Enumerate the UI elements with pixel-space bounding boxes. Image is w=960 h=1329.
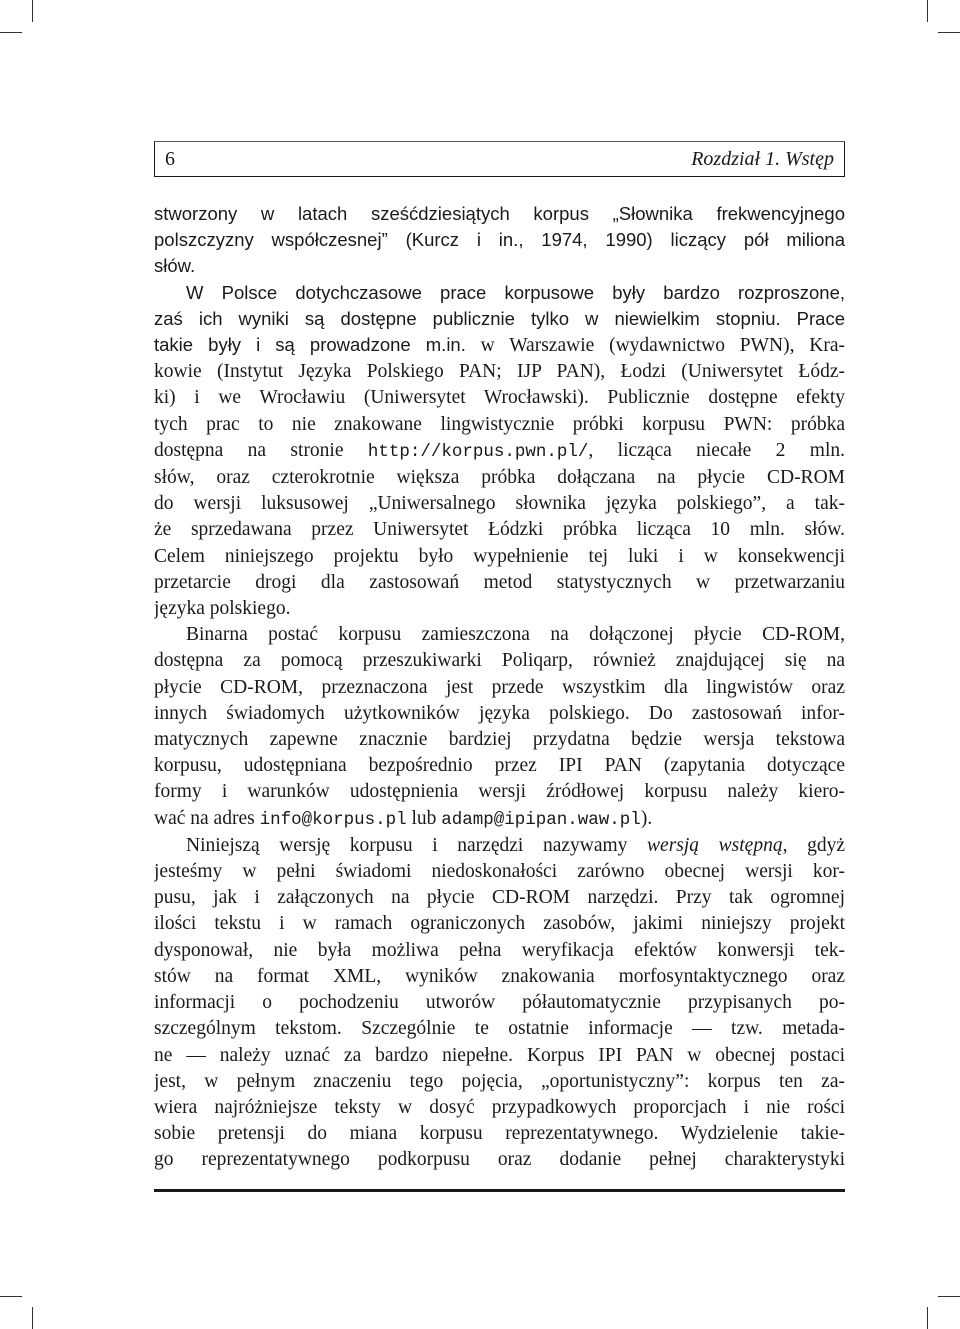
text-line: szczególnym tekstom. Szczególnie te ostatnie informacje — tzw. metada- (154, 1018, 845, 1040)
crop-mark (0, 32, 22, 33)
emphasis-term: wersją wstępną (647, 834, 783, 856)
text-fragment: w Warszawie (wydawnictwo PWN), Kra- (465, 335, 845, 357)
text-line: kowie (Instytut Języka Polskiego PAN; IJP PAN), Łodzi (Uniwersytet Łódz- (154, 361, 845, 383)
crop-mark (938, 1296, 960, 1297)
crop-mark (938, 32, 960, 33)
text-line: matycznych zapewne znacznie bardziej przydatna będzie wersja tekstowa (154, 729, 845, 751)
pwn-url-link[interactable]: http://korpus.pwn.pl/ (367, 441, 589, 462)
text-line: innych świadomych użytkowników języka polskiego. Do zastosowań infor- (154, 702, 845, 724)
email-link-adamp[interactable]: adamp@ipipan.waw.pl (441, 809, 641, 830)
text-line: ne — należy uznać za bardzo niepełne. Korpus IPI PAN w obecnej postaci (154, 1044, 845, 1066)
text-line: zaś ich wyniki są dostępne publicznie tylko w niewielkim stopniu. Prace (154, 307, 845, 329)
running-header (154, 141, 845, 177)
text-fragment: takie były i są prowadzone m.in. (154, 334, 466, 356)
text-line: płycie CD-ROM, przeznaczona jest przede wszystkim dla lingwistów oraz (154, 676, 845, 698)
text-line: dysponował, nie była możliwa pełna weryfikacja efektów konwersji tek- (154, 939, 845, 961)
text-fragment: Niniejszą wersję korpusu i narzędzi nazywamy (186, 834, 648, 856)
email-link-info[interactable]: info@korpus.pl (259, 809, 407, 830)
text-line: pusu, jak i załączonych na płycie CD-ROM narzędzi. Przy tak ogromnej (154, 887, 845, 909)
text-line: ilości tekstu i w ramach ograniczonych zasobów, jakimi niniejszy projekt (154, 913, 845, 935)
text-fragment: lub (406, 807, 442, 829)
text-line: że sprzedawana przez Uniwersytet Łódzki próbka licząca 10 mln. słów. (154, 519, 845, 541)
text-line: dostępna za pomocą przeszukiwarki Poliqarp, również znajdującej się na (154, 650, 845, 672)
text-line: go reprezentatywnego podkorpusu oraz dodanie pełnej charakterystyki (154, 1149, 845, 1171)
text-line: wiera najróżniejsze teksty w dosyć przypadkowych proporcjach i nie rości (154, 1096, 845, 1118)
text-line (154, 332, 845, 359)
text-line: przetarcie drogi dla zastosowań metod statystycznych w przetwarzaniu (154, 571, 845, 593)
text-line: Celem niniejszego projektu było wypełnienie tej luki i w konsekwencji (154, 545, 845, 567)
text-line (154, 438, 845, 465)
crop-mark (927, 0, 928, 22)
text-fragment: , gdyż (782, 834, 845, 856)
text-line: formy i warunków udostępnienia wersji źródłowej korpusu należy kiero- (154, 781, 845, 803)
text-line: sobie pretensji do miana korpusu reprezentatywnego. Wydzielenie takie- (154, 1123, 845, 1145)
text-line: polszczyzny współczesnej” (Kurcz i in., 1974, 1990) liczący pół miliona (154, 229, 845, 251)
text-line: słów, oraz czterokrotnie większa próbka dołączana na płycie CD-ROM (154, 467, 845, 489)
crop-mark (32, 1307, 33, 1329)
text-fragment: wać na adres (154, 807, 260, 829)
text-line: języka polskiego. (154, 598, 291, 620)
text-line: jest, w pełnym znaczeniu tego pojęcia, „oportunistyczny”: korpus ten za- (154, 1070, 845, 1092)
crop-mark (32, 0, 33, 22)
text-line: Binarna postać korpusu zamieszczona na dołączonej płycie CD-ROM, (186, 624, 845, 646)
footer-rule (154, 1189, 845, 1192)
text-fragment: dostępna na stronie (154, 439, 368, 461)
text-line: słów. (154, 255, 196, 277)
text-fragment: ). (640, 807, 653, 829)
text-line: ki) i we Wrocławiu (Uniwersytet Wrocławski). Publicznie dostępne efekty (154, 387, 845, 409)
text-line: stworzony w latach sześćdziesiątych korpus „Słownika frekwencyjnego (154, 203, 845, 224)
crop-mark (927, 1307, 928, 1329)
text-line: W Polsce dotychczasowe prace korpusowe były bardzo rozproszone, (186, 281, 845, 303)
text-line: informacji o pochodzeniu utworów półautomatycznie przypisanych po- (154, 992, 845, 1014)
text-line (154, 806, 845, 833)
crop-mark (0, 1296, 22, 1297)
text-line: do wersji luksusowej „Uniwersalnego słownika języka polskiego”, a tak- (154, 493, 845, 515)
text-line: tych prac to nie znakowane lingwistycznie próbki korpusu PWN: próbka (154, 413, 845, 435)
text-fragment: , licząca niecałe 2 mln. (588, 439, 845, 461)
chapter-title: Rozdział 1. Wstęp (691, 147, 834, 170)
text-line: jesteśmy w pełni świadomi niedoskonałości zarówno obecnej wersji kor- (154, 861, 845, 883)
page-number: 6 (165, 147, 175, 170)
text-line: stów na format XML, wyników znakowania morfosyntaktycznego oraz (154, 965, 845, 987)
text-line: korpusu, udostępniana bezpośrednio przez IPI PAN (zapytania dotyczące (154, 755, 845, 777)
text-line (154, 833, 845, 859)
body-text (154, 201, 845, 1174)
